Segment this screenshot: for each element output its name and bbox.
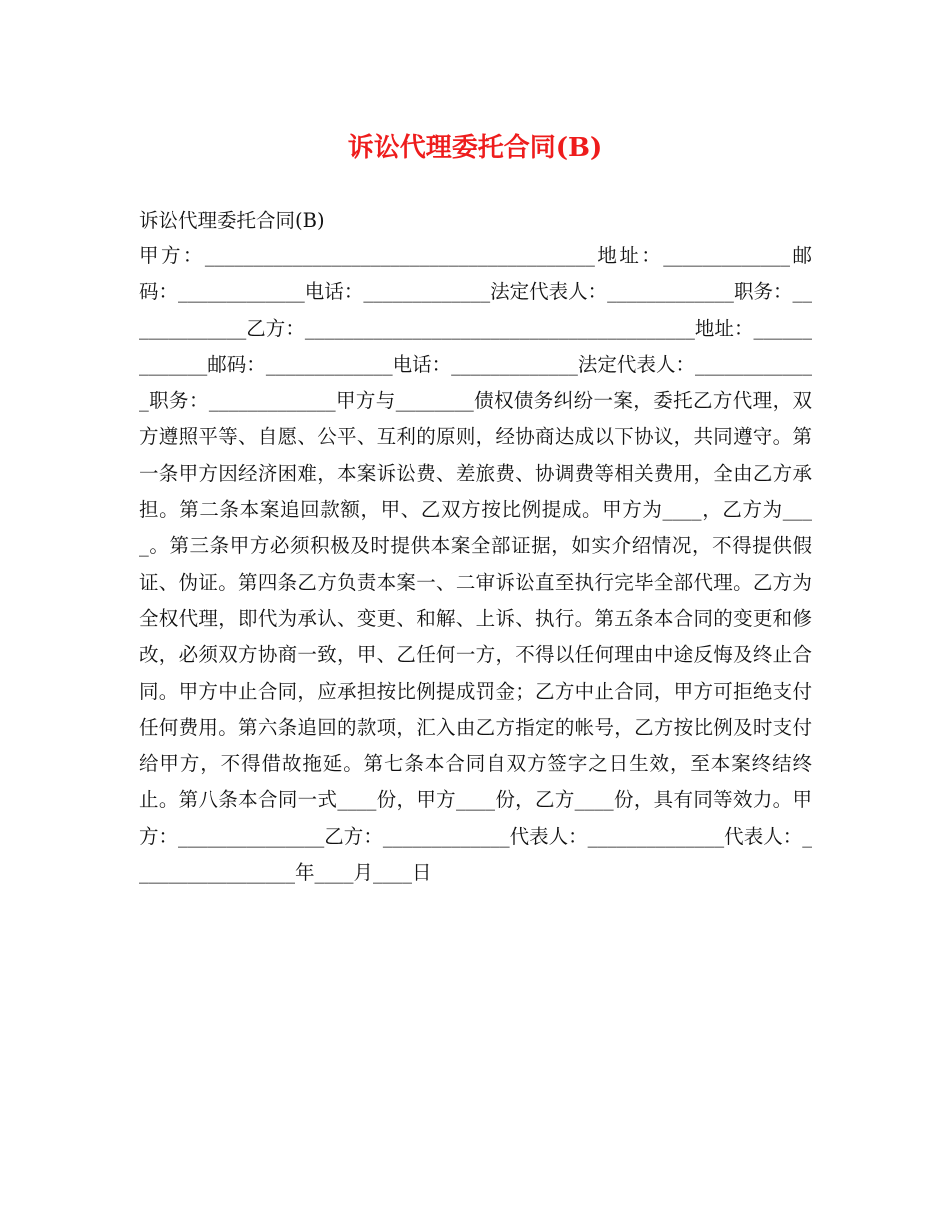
document-subtitle: 诉讼代理委托合同(B) [139, 209, 325, 232]
document-title: 诉讼代理委托合同(B) [347, 133, 603, 163]
contract-body-text: 甲方：________________________________________地址：_____________邮码：_____________电话：_____________法定代表人：_____________职务：_____________乙方：________________________________________地址：_____________邮码：_____________电话：_____________法定代表人：_____________职务：_____________甲方与________债权债务纠纷一案，委托乙方代理，双方遵照平等、自愿、公平、互利的原则，经协商达成以下协议，共同遵守。第一条甲方因经济困难，本案诉讼费、差旅费、协调费等相关费用，全由乙方承担。第二条本案追回款额，甲、乙双方按比例提成。甲方为____，乙方为____。第三条甲方必须积极及时提供本案全部证据，如实介绍情况，不得提供假证、伪证。第四条乙方负责本案一、二审诉讼直至执行完毕全部代理。乙方为全权代理，即代为承认、变更、和解、上诉、执行。第五条本合同的变更和修改，必须双方协商一致，甲、乙任何一方，不得以任何理由中途反悔及终止合同。甲方中止合同，应承担按比例提成罚金；乙方中止合同，甲方可拒绝支付任何费用。第六条追回的款项，汇入由乙方指定的帐号，乙方按比例及时支付给甲方，不得借故拖延。第七条本合同自双方签字之日生效，至本案终结终止。第八条本合同一式____份，甲方____份，乙方____份，具有同等效力。甲方：_______________乙方：_____________代表人：______________代表人：_________________年____月____日 [139, 244, 812, 885]
